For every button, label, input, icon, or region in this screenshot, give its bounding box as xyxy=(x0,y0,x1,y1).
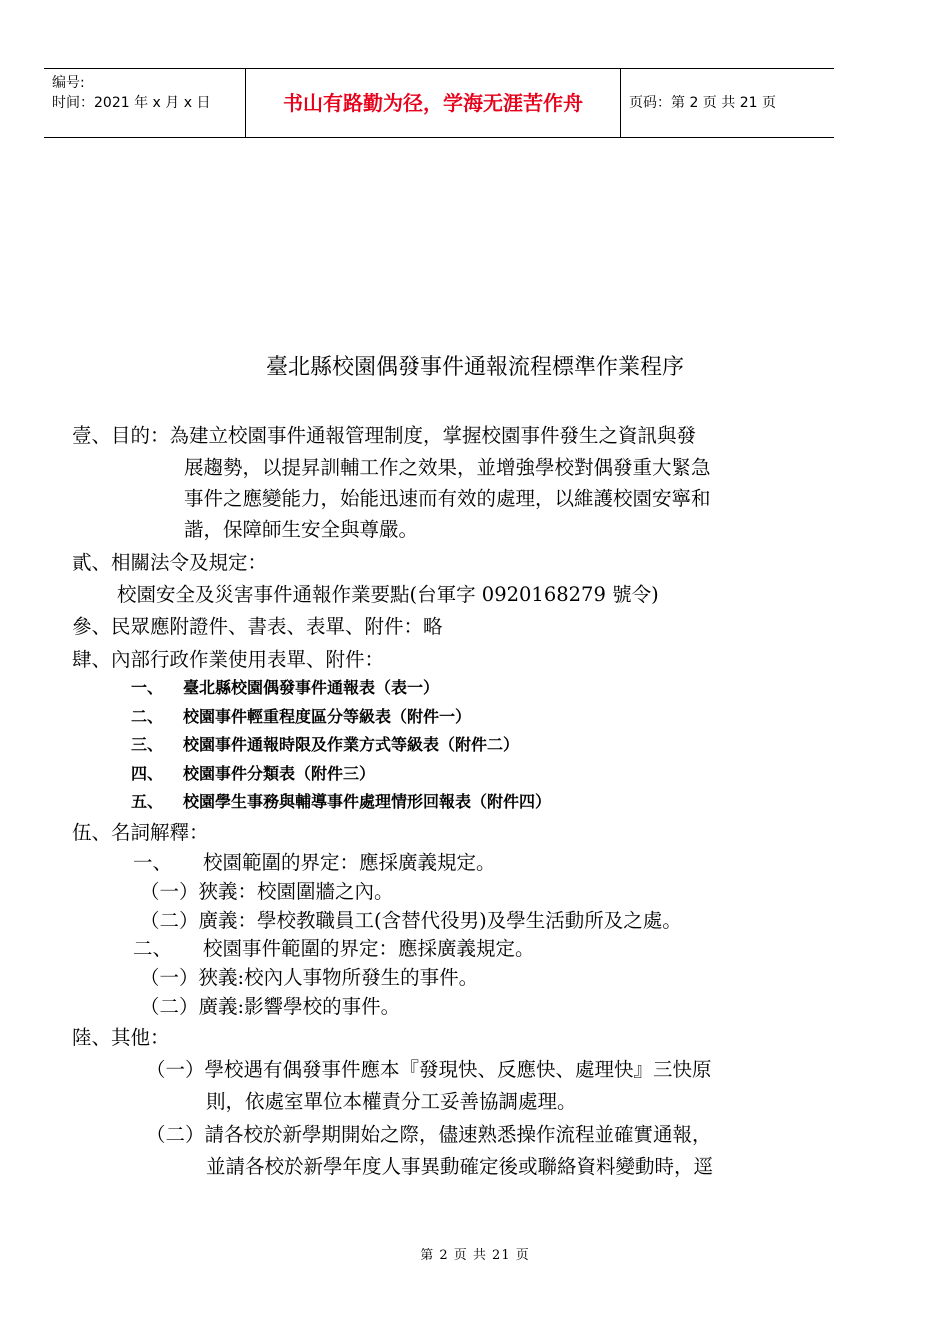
form-list-num: 四、 xyxy=(131,764,164,783)
form-list-text: 臺北縣校園偶發事件通報表（表一） xyxy=(183,678,440,697)
other-line-1: （一）學校遇有偶發事件應本『發現快、反應快、處理快』三快原 xyxy=(146,1058,712,1081)
other-line-3: （二）請各校於新學期開始之際，儘速熟悉操作流程並確實通報， xyxy=(146,1123,712,1146)
section-4-heading: 肆、內部行政作業使用表單、附件： xyxy=(72,648,385,671)
form-list-text: 校園事件通報時限及作業方式等級表（附件二） xyxy=(183,735,520,754)
document-header xyxy=(44,68,834,138)
header-divider xyxy=(620,69,621,137)
definition-1-num: 一、 xyxy=(133,851,173,874)
number-label: 编号: xyxy=(52,75,85,91)
form-list-item xyxy=(131,762,375,786)
definition-2-narrow: （一）狹義:校內人事物所發生的事件。 xyxy=(140,966,479,989)
form-list-text: 校園學生事務與輔導事件處理情形回報表（附件四） xyxy=(183,792,552,811)
form-list-num: 五、 xyxy=(131,792,164,811)
definition-1-broad: （二）廣義：學校教職員工(含替代役男)及學生活動所及之處。 xyxy=(140,909,682,932)
section-2-body: 校園安全及災害事件通報作業要點(台軍字 0920168279 號令) xyxy=(117,583,659,606)
purpose-line-1: 壹、目的：為建立校園事件通報管理制度，掌握校園事件發生之資訊與發 xyxy=(72,424,697,447)
form-list-num: 二、 xyxy=(131,707,164,726)
other-line-2: 則，依處室單位本權責分工妥善協調處理。 xyxy=(206,1090,577,1113)
purpose-line-4: 諧，保障師生安全與尊嚴。 xyxy=(184,518,419,541)
header-meta xyxy=(52,73,210,113)
definition-1-narrow: （一）狹義：校園圍牆之內。 xyxy=(140,880,394,903)
form-list-item xyxy=(131,733,519,757)
form-list-item xyxy=(131,790,551,814)
definition-2-num: 二、 xyxy=(133,937,173,960)
definition-1-text: 校園範圍的界定：應採廣義規定。 xyxy=(203,851,496,874)
definition-2 xyxy=(133,934,535,964)
time-label: 时间：2021 年 x 月 x 日 xyxy=(52,95,211,111)
section-5-heading: 伍、名詞解釋： xyxy=(72,821,209,844)
form-list-num: 三、 xyxy=(131,735,164,754)
header-motto: 书山有路勤为径，学海无涯苦作舟 xyxy=(283,91,583,115)
other-line-4: 並請各校於新學年度人事異動確定後或聯絡資料變動時，逕 xyxy=(206,1155,714,1178)
definition-2-broad: （二）廣義:影響學校的事件。 xyxy=(140,995,401,1018)
form-list-item xyxy=(131,705,471,729)
form-list-text: 校園事件分類表（附件三） xyxy=(183,764,376,783)
page-footer: 第 2 页 共 21 页 xyxy=(420,1248,530,1263)
purpose-line-3: 事件之應變能力，始能迅速而有效的處理，以維護校園安寧和 xyxy=(184,487,711,510)
section-6-heading: 陸、其他： xyxy=(72,1026,170,1049)
definition-2-text: 校園事件範圍的界定：應採廣義規定。 xyxy=(203,937,535,960)
form-list-item xyxy=(131,676,439,700)
section-3: 參、民眾應附證件、書表、表單、附件：略 xyxy=(72,615,443,638)
form-list-num: 一、 xyxy=(131,678,164,697)
definition-1 xyxy=(133,848,496,878)
purpose-line-2: 展趨勢，以提昇訓輔工作之效果，並增強學校對偶發重大緊急 xyxy=(184,456,711,479)
document-title: 臺北縣校園偶發事件通報流程標準作業程序 xyxy=(265,355,684,380)
form-list-text: 校園事件輕重程度區分等級表（附件一） xyxy=(183,707,472,726)
section-2-heading: 貳、相關法令及規定： xyxy=(72,551,268,574)
header-page-info: 页码：第 2 页 共 21 页 xyxy=(629,95,776,111)
